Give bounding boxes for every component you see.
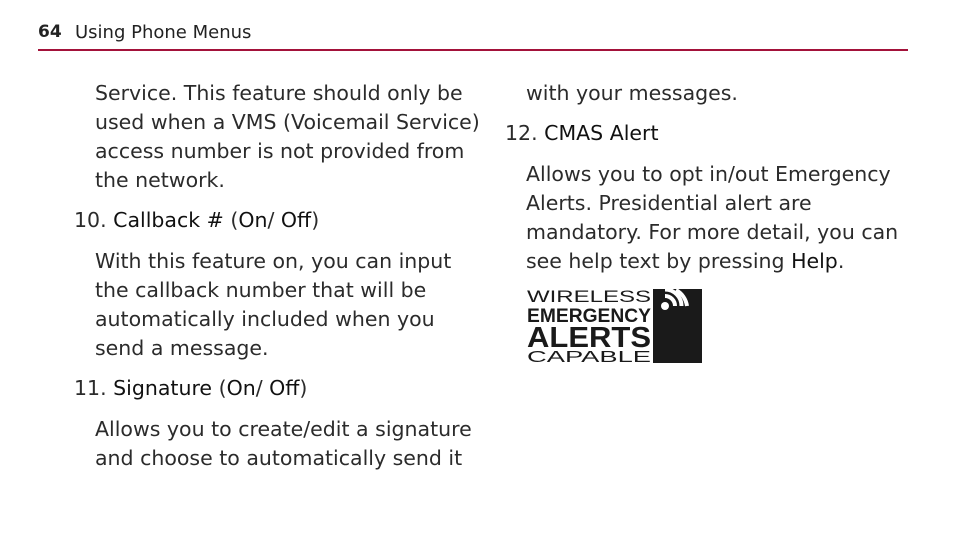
item-11-number: 11. (74, 376, 107, 400)
item-12-number: 12. (505, 121, 538, 145)
item-11-name: Signature (113, 376, 213, 400)
item-11-off: Off (269, 376, 300, 400)
left-column (74, 79, 489, 484)
logo-line-wireless: WIRELESS (527, 287, 651, 306)
right-column (505, 79, 905, 365)
item-10-name: Callback # (113, 208, 224, 232)
item-11-description: Allows you to create/edit a signature and choose to automatically send it (95, 417, 472, 470)
item-11-slash: / (255, 376, 270, 400)
help-key-label: Help (791, 249, 838, 273)
item-11-open-paren: ( (212, 376, 227, 400)
wireless-alert-icon (653, 289, 702, 363)
item-11-on: On (226, 376, 256, 400)
page-header (38, 20, 908, 51)
logo-line-capable: CAPABLE (527, 349, 651, 365)
item-11-close-paren: ) (299, 376, 308, 400)
item-10-close-paren: ) (311, 208, 320, 232)
item-12-heading (505, 119, 905, 148)
logo-line-alerts: ALERTS (527, 322, 651, 354)
item-12-description-text: Allows you to opt in/out Emergency Alerts. Presidential alert are mandatory. For more detail, you can see help text by pressing (526, 162, 899, 273)
item-11-heading (74, 374, 489, 403)
item-10-open-paren: ( (223, 208, 239, 232)
item-10-on: On (238, 208, 268, 232)
item-10-heading (74, 206, 489, 235)
item-12-description-end: . (837, 249, 845, 273)
item-10-number: 10. (74, 208, 107, 232)
logo-line-emergency: EMERGENCY (527, 306, 652, 327)
item-10-slash: / (267, 208, 281, 232)
item-10-description: With this feature on, you can input the callback number that will be automatically included when you send a message. (95, 249, 452, 360)
intro-paragraph: Service. This feature should only be used when a VMS (Voicemail Service) access number is not provided from the network. (95, 81, 480, 192)
continuation-paragraph: with your messages. (526, 81, 738, 105)
item-12-description (526, 160, 905, 276)
wireless-emergency-alerts-logo (526, 287, 704, 365)
running-title: Using Phone Menus (75, 22, 252, 43)
page-number: 64 (38, 22, 62, 42)
item-10-off: Off (280, 208, 312, 232)
item-12-name: CMAS Alert (544, 121, 659, 145)
